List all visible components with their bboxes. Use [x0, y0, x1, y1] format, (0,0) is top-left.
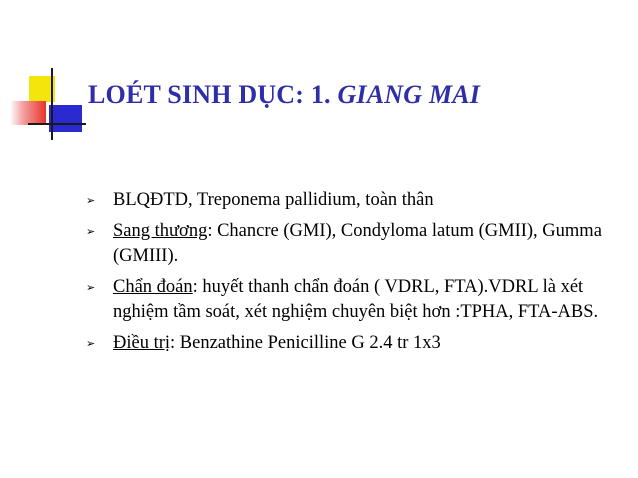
- bullet-item: [86, 331, 626, 356]
- bullet-label: Điều trị: [113, 333, 171, 353]
- slide-title-main: LOÉT SINH DỤC: 1.: [88, 80, 338, 109]
- logo-blue-square: [49, 105, 82, 132]
- arrow-bullet-icon: ➢: [86, 225, 96, 238]
- arrow-bullet-icon: ➢: [86, 337, 96, 350]
- logo-red-square: [10, 101, 46, 125]
- bullet-text: : Chancre (GMI), Condyloma latum (GMII), Gumma (GMIII).: [113, 221, 602, 266]
- bullet-text: : huyết thanh chẩn đoán ( VDRL, FTA).VDRL là xét nghiệm tầm soát, xét nghiệm chuyên biệt hơn :TPHA, FTA-ABS.: [113, 277, 599, 322]
- bullet-item: [86, 275, 626, 325]
- slide-title: [88, 80, 480, 110]
- bullet-item: [86, 219, 626, 269]
- arrow-bullet-icon: ➢: [86, 194, 96, 207]
- logo-vertical-line: [51, 68, 53, 140]
- slide-title-italic: GIANG MAI: [337, 80, 481, 109]
- bullet-label: Chẩn đoán: [113, 277, 193, 297]
- decorative-logo: [0, 0, 90, 150]
- bullet-label: Sang thương: [113, 221, 208, 241]
- bullet-text: BLQĐTD, Treponema pallidium, toàn thân: [113, 190, 434, 210]
- bullet-text: : Benzathine Penicilline G 2.4 tr 1x3: [170, 333, 441, 353]
- logo-horizontal-line: [28, 123, 86, 125]
- bullet-item: [86, 188, 626, 213]
- bullet-list: [86, 188, 626, 362]
- arrow-bullet-icon: ➢: [86, 281, 96, 294]
